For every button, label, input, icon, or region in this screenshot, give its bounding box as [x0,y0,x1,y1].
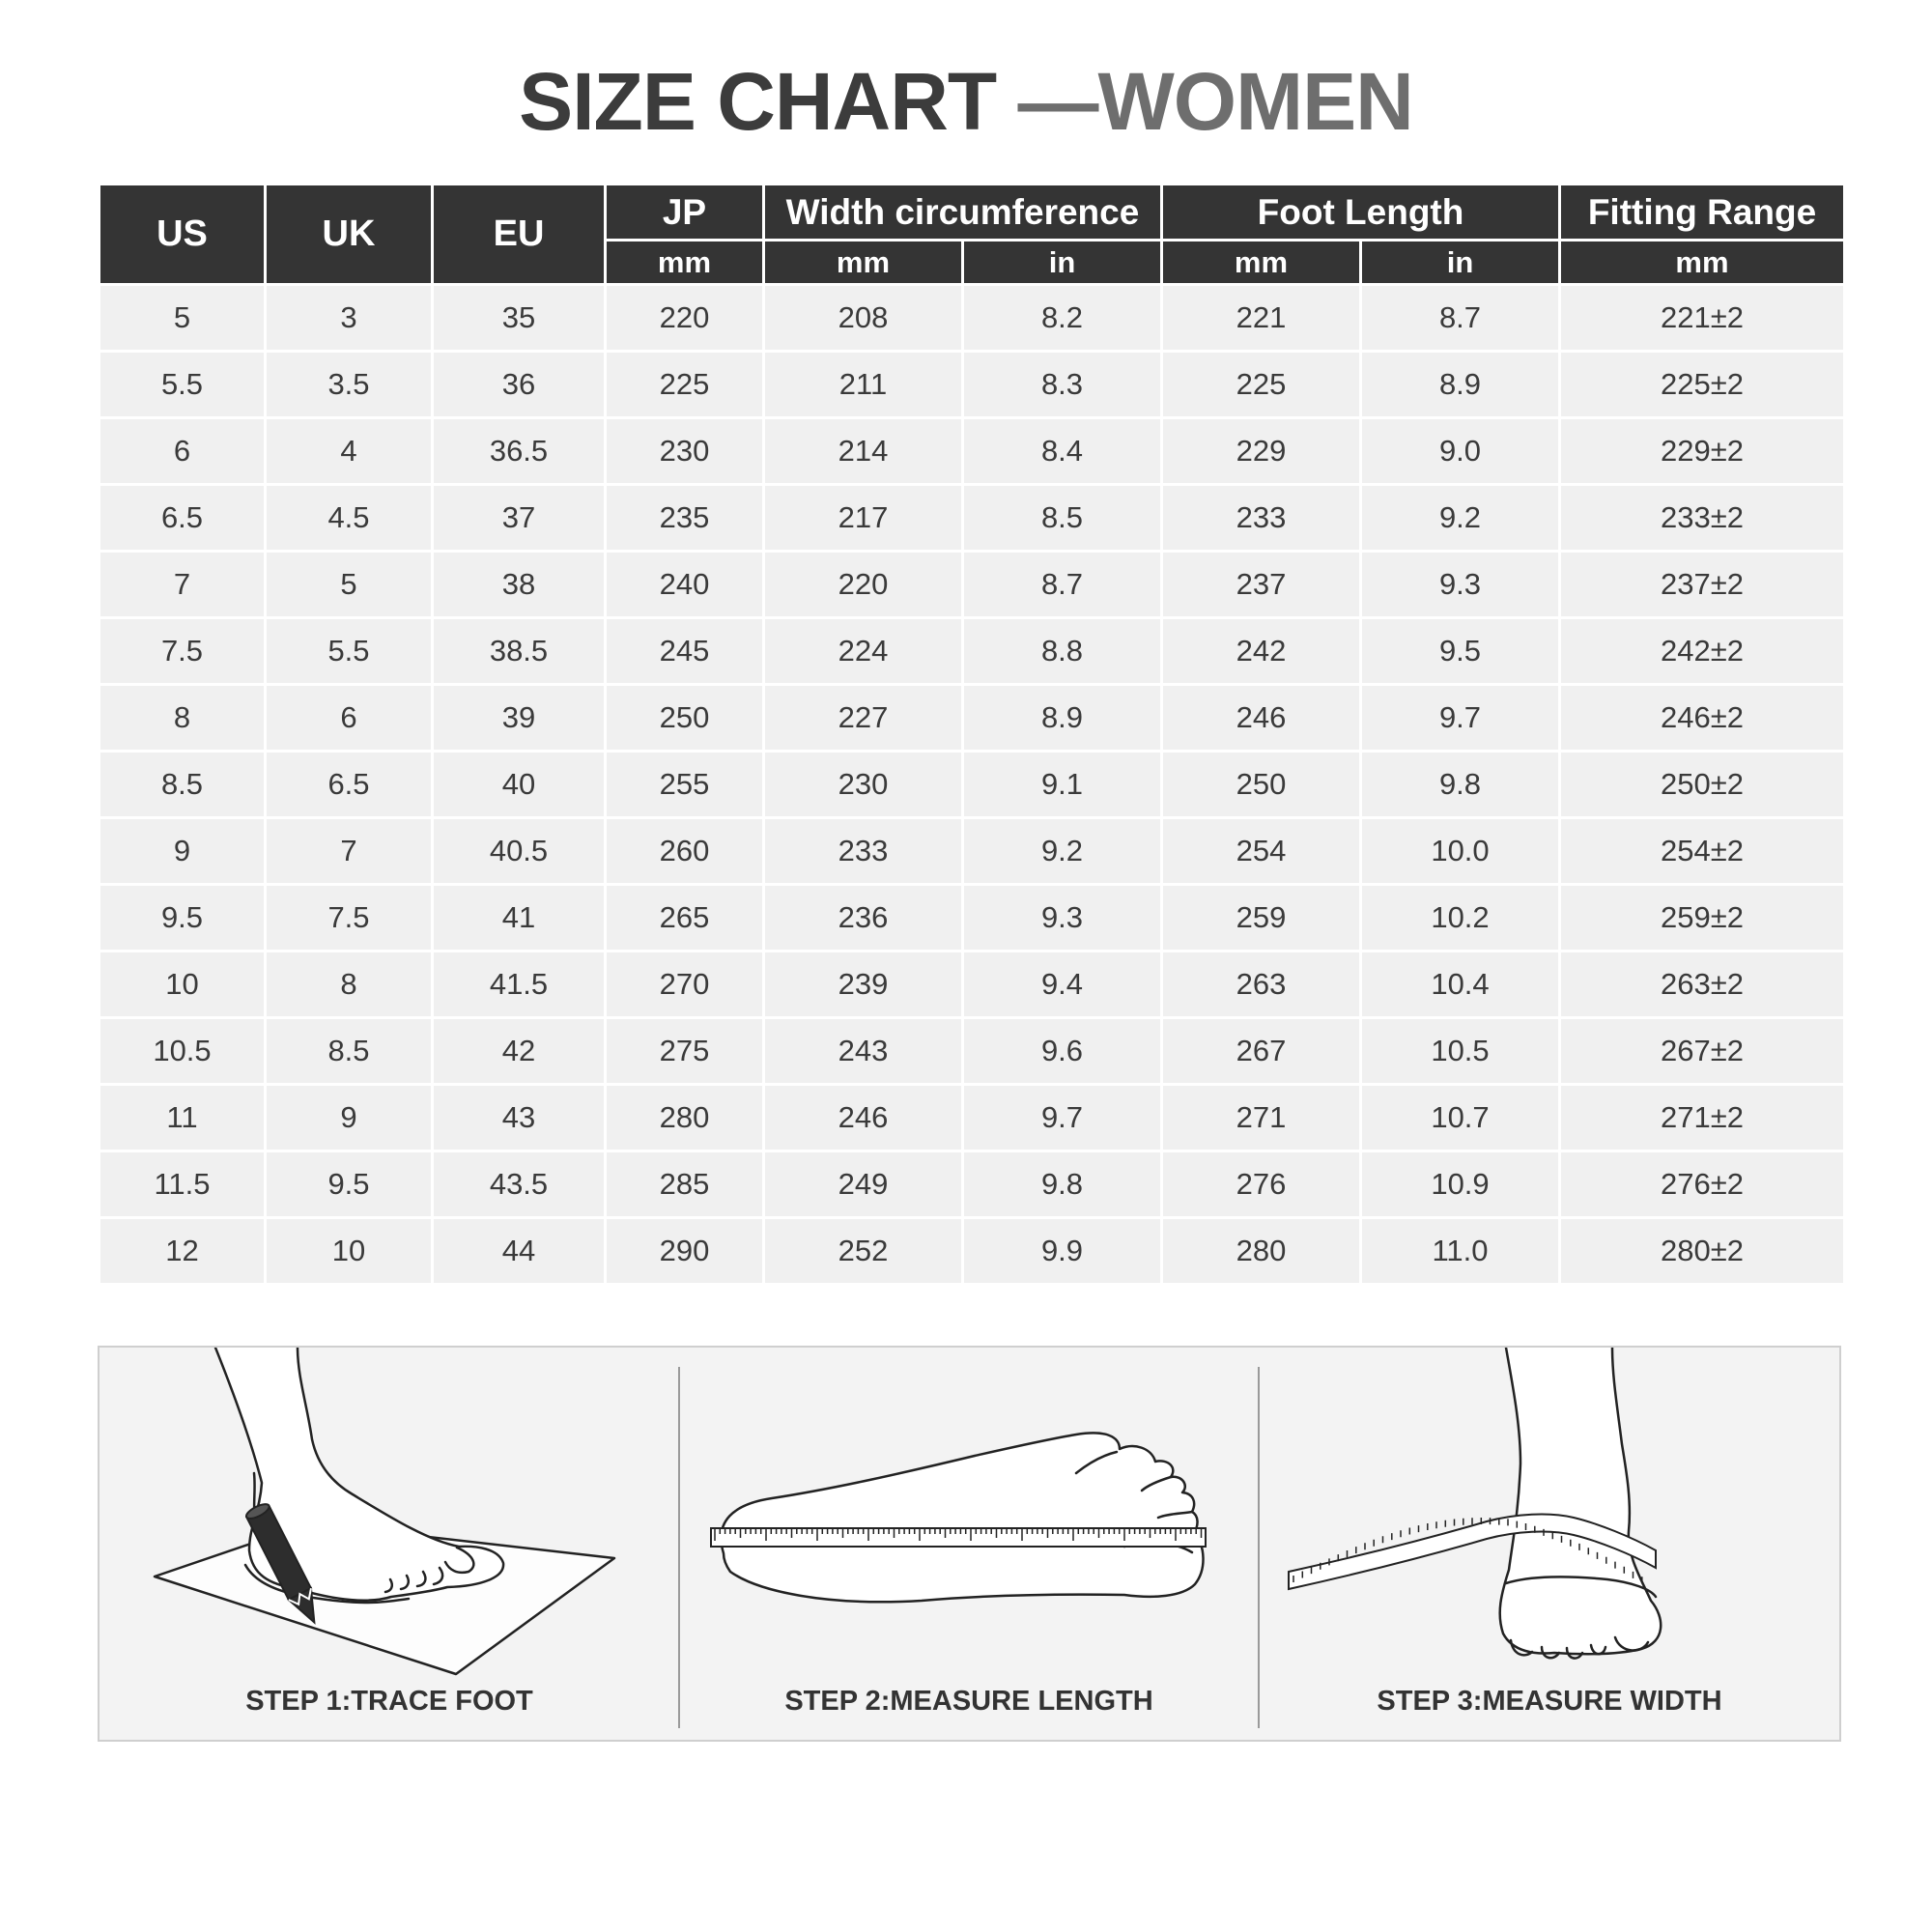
table-row [99,752,1845,818]
cell-length-mm: 246 [1162,685,1361,752]
cell-length-mm: 271 [1162,1085,1361,1151]
cell-eu: 43 [433,1085,606,1151]
size-chart-body [99,285,1845,1285]
cell-width-mm: 239 [764,952,963,1018]
cell-us: 5 [99,285,266,352]
header-width-in: in [963,241,1162,285]
header-fitting-range: Fitting Range [1560,185,1845,241]
cell-width-in: 8.3 [963,352,1162,418]
cell-length-mm: 225 [1162,352,1361,418]
cell-length-mm: 250 [1162,752,1361,818]
cell-eu: 40.5 [433,818,606,885]
cell-length-in: 10.2 [1361,885,1560,952]
cell-width-in: 9.2 [963,818,1162,885]
cell-uk: 4.5 [266,485,433,552]
table-row [99,485,1845,552]
cell-fitting-range: 259±2 [1560,885,1845,952]
trace-foot-illustration [99,1348,679,1676]
cell-fitting-range: 246±2 [1560,685,1845,752]
title-sub: —WOMEN [1017,56,1413,147]
cell-length-in: 10.9 [1361,1151,1560,1218]
cell-width-mm: 224 [764,618,963,685]
table-row [99,352,1845,418]
cell-width-mm: 227 [764,685,963,752]
cell-jp-mm: 240 [606,552,764,618]
cell-fitting-range: 229±2 [1560,418,1845,485]
cell-length-mm: 233 [1162,485,1361,552]
cell-width-in: 8.7 [963,552,1162,618]
cell-uk: 7.5 [266,885,433,952]
cell-width-in: 8.4 [963,418,1162,485]
cell-width-mm: 220 [764,552,963,618]
measure-width-illustration [1260,1348,1839,1676]
cell-width-in: 9.4 [963,952,1162,1018]
cell-length-mm: 267 [1162,1018,1361,1085]
cell-us: 10.5 [99,1018,266,1085]
cell-eu: 37 [433,485,606,552]
cell-fitting-range: 254±2 [1560,818,1845,885]
cell-us: 10 [99,952,266,1018]
measuring-steps-panel [98,1346,1841,1742]
cell-length-in: 10.4 [1361,952,1560,1018]
table-row [99,418,1845,485]
cell-length-in: 10.0 [1361,818,1560,885]
step-1-label: STEP 1:TRACE FOOT [245,1686,533,1717]
cell-jp-mm: 275 [606,1018,764,1085]
cell-fitting-range: 271±2 [1560,1085,1845,1151]
page-title [0,53,1932,150]
cell-eu: 35 [433,285,606,352]
cell-eu: 38.5 [433,618,606,685]
cell-length-in: 9.3 [1361,552,1560,618]
cell-uk: 7 [266,818,433,885]
cell-width-mm: 243 [764,1018,963,1085]
cell-uk: 6.5 [266,752,433,818]
header-eu: EU [433,185,606,285]
cell-uk: 9.5 [266,1151,433,1218]
cell-jp-mm: 285 [606,1151,764,1218]
cell-width-in: 8.2 [963,285,1162,352]
cell-eu: 40 [433,752,606,818]
cell-length-in: 11.0 [1361,1218,1560,1285]
cell-width-mm: 211 [764,352,963,418]
cell-width-mm: 230 [764,752,963,818]
cell-uk: 3 [266,285,433,352]
cell-uk: 10 [266,1218,433,1285]
cell-jp-mm: 245 [606,618,764,685]
cell-uk: 5.5 [266,618,433,685]
cell-fitting-range: 237±2 [1560,552,1845,618]
cell-fitting-range: 225±2 [1560,352,1845,418]
cell-width-in: 8.8 [963,618,1162,685]
cell-length-mm: 242 [1162,618,1361,685]
cell-fitting-range: 276±2 [1560,1151,1845,1218]
cell-jp-mm: 250 [606,685,764,752]
cell-width-in: 9.7 [963,1085,1162,1151]
step-measure-width [1260,1348,1839,1740]
cell-length-mm: 280 [1162,1218,1361,1285]
table-row [99,1085,1845,1151]
cell-us: 7 [99,552,266,618]
cell-length-mm: 276 [1162,1151,1361,1218]
cell-jp-mm: 290 [606,1218,764,1285]
cell-jp-mm: 260 [606,818,764,885]
size-chart-table [98,183,1846,1286]
table-row [99,552,1845,618]
cell-width-in: 8.5 [963,485,1162,552]
cell-length-in: 10.7 [1361,1085,1560,1151]
cell-fitting-range: 263±2 [1560,952,1845,1018]
cell-width-mm: 208 [764,285,963,352]
cell-fitting-range: 221±2 [1560,285,1845,352]
header-length-mm: mm [1162,241,1361,285]
cell-eu: 38 [433,552,606,618]
cell-width-mm: 214 [764,418,963,485]
cell-eu: 36.5 [433,418,606,485]
measure-length-illustration [680,1348,1258,1676]
table-row [99,1218,1845,1285]
cell-us: 5.5 [99,352,266,418]
cell-uk: 8.5 [266,1018,433,1085]
cell-width-mm: 233 [764,818,963,885]
cell-length-in: 9.0 [1361,418,1560,485]
cell-fitting-range: 267±2 [1560,1018,1845,1085]
table-row [99,285,1845,352]
cell-width-in: 9.6 [963,1018,1162,1085]
cell-width-in: 9.3 [963,885,1162,952]
cell-us: 6.5 [99,485,266,552]
header-width-mm: mm [764,241,963,285]
cell-uk: 5 [266,552,433,618]
cell-us: 11.5 [99,1151,266,1218]
cell-eu: 43.5 [433,1151,606,1218]
cell-width-in: 9.9 [963,1218,1162,1285]
cell-eu: 42 [433,1018,606,1085]
header-fitting-unit: mm [1560,241,1845,285]
cell-jp-mm: 270 [606,952,764,1018]
cell-eu: 41 [433,885,606,952]
header-jp: JP [606,185,764,241]
cell-us: 9 [99,818,266,885]
cell-width-mm: 252 [764,1218,963,1285]
cell-fitting-range: 233±2 [1560,485,1845,552]
header-foot-length: Foot Length [1162,185,1560,241]
header-us: US [99,185,266,285]
step-3-label: STEP 3:MEASURE WIDTH [1377,1686,1722,1717]
step-2-label: STEP 2:MEASURE LENGTH [784,1686,1153,1717]
header-jp-unit: mm [606,241,764,285]
cell-width-in: 9.8 [963,1151,1162,1218]
cell-us: 8.5 [99,752,266,818]
cell-jp-mm: 225 [606,352,764,418]
cell-jp-mm: 280 [606,1085,764,1151]
cell-length-mm: 229 [1162,418,1361,485]
cell-eu: 44 [433,1218,606,1285]
table-row [99,952,1845,1018]
cell-uk: 3.5 [266,352,433,418]
table-row [99,685,1845,752]
cell-width-in: 9.1 [963,752,1162,818]
table-row [99,1018,1845,1085]
cell-jp-mm: 235 [606,485,764,552]
cell-fitting-range: 280±2 [1560,1218,1845,1285]
table-row [99,1151,1845,1218]
cell-length-mm: 259 [1162,885,1361,952]
cell-length-mm: 221 [1162,285,1361,352]
header-length-in: in [1361,241,1560,285]
header-width-circumference: Width circumference [764,185,1162,241]
cell-eu: 41.5 [433,952,606,1018]
cell-eu: 36 [433,352,606,418]
cell-length-mm: 263 [1162,952,1361,1018]
cell-eu: 39 [433,685,606,752]
cell-uk: 8 [266,952,433,1018]
cell-us: 7.5 [99,618,266,685]
cell-width-mm: 217 [764,485,963,552]
cell-width-in: 8.9 [963,685,1162,752]
cell-uk: 4 [266,418,433,485]
title-main: SIZE CHART [519,56,997,147]
cell-jp-mm: 230 [606,418,764,485]
cell-jp-mm: 220 [606,285,764,352]
cell-width-mm: 236 [764,885,963,952]
cell-us: 12 [99,1218,266,1285]
cell-length-in: 10.5 [1361,1018,1560,1085]
cell-jp-mm: 255 [606,752,764,818]
header-uk: UK [266,185,433,285]
cell-length-mm: 254 [1162,818,1361,885]
cell-uk: 6 [266,685,433,752]
step-trace-foot [99,1348,679,1740]
cell-length-in: 9.8 [1361,752,1560,818]
cell-length-in: 8.7 [1361,285,1560,352]
cell-us: 11 [99,1085,266,1151]
table-row [99,818,1845,885]
cell-us: 6 [99,418,266,485]
cell-fitting-range: 250±2 [1560,752,1845,818]
cell-length-in: 9.2 [1361,485,1560,552]
cell-length-in: 9.7 [1361,685,1560,752]
cell-uk: 9 [266,1085,433,1151]
cell-width-mm: 246 [764,1085,963,1151]
cell-us: 8 [99,685,266,752]
cell-length-mm: 237 [1162,552,1361,618]
cell-length-in: 9.5 [1361,618,1560,685]
table-row [99,885,1845,952]
cell-us: 9.5 [99,885,266,952]
cell-fitting-range: 242±2 [1560,618,1845,685]
cell-width-mm: 249 [764,1151,963,1218]
step-measure-length [680,1348,1258,1740]
cell-length-in: 8.9 [1361,352,1560,418]
table-row [99,618,1845,685]
cell-jp-mm: 265 [606,885,764,952]
